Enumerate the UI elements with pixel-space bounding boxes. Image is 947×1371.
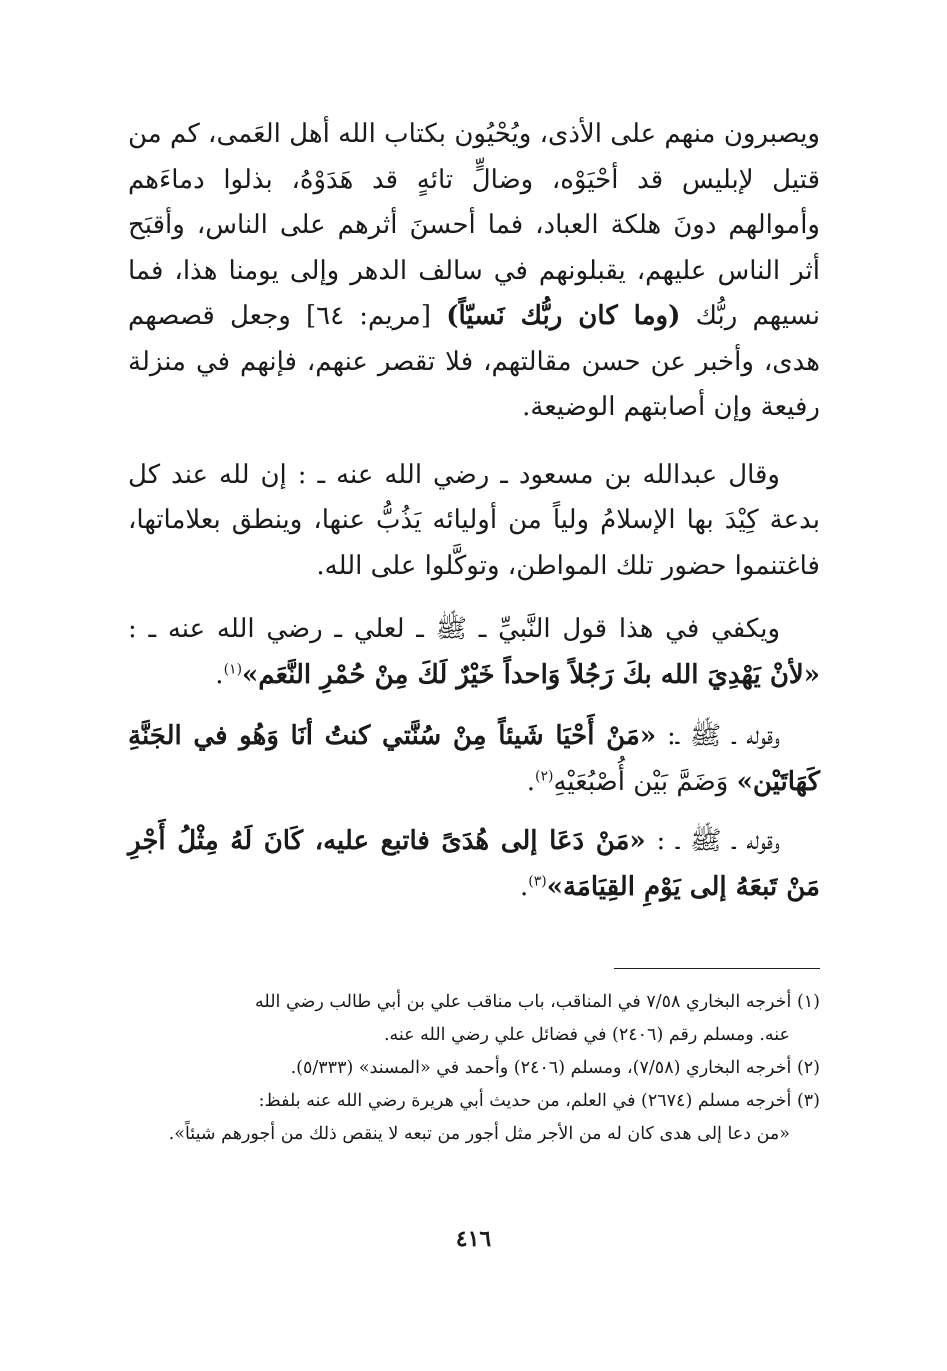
paragraph-4: وقوله ـ ﷺ ـ: «مَنْ أَحْيَا شَيئاً مِنْ سُنَّتي كنتُ أنَا وَهُو في الجَنَّةِ كَهَاتَيْن» وَضَمَّ بَيْن أُصْبُعَيْهِ$^{(٢)}$. [128,721,820,797]
page-number: ٤١٦ [455,1226,492,1252]
footnote-2-number: (٢) [796,1058,820,1078]
footnote-3-line-2: «من دعا إلى هدى كان له من الأجر مثل أجور من تبعه لا ينقص ذلك من أجورهم شيئاً». [168,1124,790,1144]
footnote-3-number: (٣) [796,1091,820,1111]
footnote-3-line-1: أخرجه مسلم (٢٦٧٤) في العلم، من حديث أبي هريرة رضي الله عنه بلفظ: [258,1091,792,1111]
footnote-1-line-1: أخرجه البخاري ٧/٥٨ في المناقب، باب مناقب علي بن أبي طالب رضي الله [255,992,792,1012]
paragraph-5: وقوله ـ ﷺ ـ : «مَنْ دَعَا إلى هُدَىً فاتبع عليه، كَانَ لَهُ مِثْلُ أَجْرِ مَنْ تَبعَهُ إلى يَوْمِ القِيَامَة»$^{(٣)}$. [128,826,820,902]
footnotes [136,986,820,1151]
footnote-1-number: (١) [796,992,820,1012]
paragraph-4-text: وقوله ـ ﷺ ـ: [667,721,781,751]
paragraph-1 [128,112,820,431]
footnote-ref-1: (١) [223,660,243,677]
quran-quote: (وما كان ربُّك نَسيّاً) [446,301,681,331]
paragraph-3-text: ويكفي في هذا قول النَّبيِّ ـ ﷺ ـ لعلي ـ رضي الله عنه ـ : [128,614,780,644]
footnote-2 [136,1052,820,1085]
footnote-ref-3: (٣) [528,872,547,889]
hadith-quote-3: «مَنْ دَعَا إلى هُدَىً فاتبع عليه، كَانَ لَهُ مِثْلُ أَجْرِ مَنْ تَبعَهُ إلى يَوْمِ القِيَامَة» [128,826,820,902]
hadith-quote-1: «لأنْ يَهْدِيَ الله بكَ رَجُلاً وَاحداً خَيْرٌ لَكَ مِنْ حُمْرِ النَّعَم» [242,659,820,690]
main-text [128,112,820,910]
hadith-quote-2: «مَنْ أَحْيَا شَيئاً مِنْ سُنَّتي كنتُ أنَا وَهُو في الجَنَّةِ كَهَاتَيْن» [128,721,820,797]
paragraph-4-rest: وَضَمَّ بَيْن أُصْبُعَيْهِ [553,766,729,797]
paragraph-2-text: وقال عبدالله بن مسعود ـ رضي الله عنه ـ : إن لله عند كل بدعة كِيْدَ بها الإسلامُ ولياً من أوليائه يَذُبُّ عنها، وينطق بعلاماتها، فاغتنموا حضور تلك المواطن، وتوكَّلوا على الله. [128,459,820,581]
footnote-divider [614,968,820,969]
footnote-3 [136,1085,820,1151]
footnote-1-line-2: عنه. ومسلم رقم (٢٤٠٦) في فضائل علي رضي الله عنه. [383,1025,790,1045]
paragraph-5-text: وقوله ـ ﷺ ـ : [656,826,780,856]
paragraph-1-rest: [مريم: ٦٤] وجعل قصصهم هدى، وأخبر عن حسن مقالتهم، فلا تقصر عنهم، فإنهم في منزلة رفيعة وإن أصابتهم الوضيعة. [128,301,820,422]
paragraph-2 [128,453,820,590]
footnote-2-text: أخرجه البخاري (٧/٥٨)، ومسلم (٢٤٠٦) وأحمد في «المسند» (٥/٣٣٣). [290,1058,792,1078]
paragraph-1-text: ويصبرون منهم على الأذى، ويُحْيُون بكتاب الله أهل العَمى، كم من قتيل لإبليس قد أحْيَوْه، وضالٍّ تائهٍ قد هَدَوْهُ، بذلوا دماءَهم وأموالهم دونَ هلكة العباد، فما أحسنَ أثرهم على الناس، وأقبَح أثر الناس عليهم، يقبلونهم في سالف الدهر وإلى يومنا هذا، فما نسيهم ربُّك [128,119,821,331]
footnote-ref-2: (٢) [535,767,554,784]
footnote-1 [136,986,820,1052]
paragraph-3: ويكفي في هذا قول النَّبيِّ ـ ﷺ ـ لعلي ـ رضي الله عنه ـ : «لأنْ يَهْدِيَ الله بكَ رَجُلاً وَاحداً خَيْرٌ لَكَ مِنْ حُمْرِ النَّعَم»$^{(١)}$. [128,614,820,690]
